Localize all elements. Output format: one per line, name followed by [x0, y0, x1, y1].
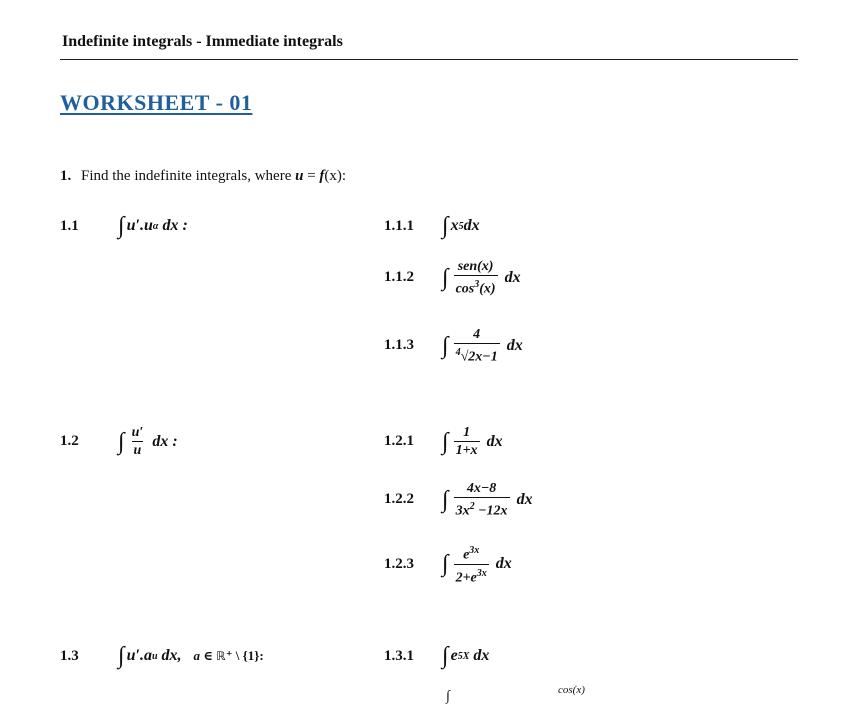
group-label: 1.2 [60, 433, 79, 449]
exercise-1-2-3 [384, 542, 512, 586]
exercise-formula [442, 214, 480, 238]
fraction [454, 480, 510, 520]
worksheet-title: WORKSHEET - 01 [60, 90, 253, 115]
exercise-label: 1.2.3 [384, 555, 414, 572]
integral-sign: ∫ [442, 332, 449, 359]
differential: dx [463, 217, 480, 234]
differential: dx : [152, 432, 178, 450]
exercise-label: 1.2.1 [384, 433, 414, 449]
header-title: Indefinite integrals - Immediate integrals [62, 33, 343, 50]
instruction-text: Find the indefinite integrals, where [81, 168, 292, 184]
exercise-label: 1.3.1 [384, 647, 414, 664]
differential: dx [495, 555, 512, 573]
numerator: u′ [131, 425, 144, 440]
exercise-label: 1.1.3 [384, 337, 414, 354]
group-1-3 [60, 644, 264, 668]
numerator [461, 542, 481, 564]
root-index: 4 [455, 347, 461, 358]
exercise-label: 1.1.2 [384, 269, 414, 286]
differential: dx : [162, 217, 188, 234]
differential: dx, [161, 647, 182, 664]
denominator: 1+x [455, 443, 478, 458]
instruction [60, 168, 346, 185]
denominator: u [133, 443, 142, 458]
integral-sign: ∫ [442, 551, 449, 578]
exercise-1-3-2-partial: cos(x) [558, 684, 585, 696]
term: u [126, 647, 136, 664]
group-label: 1.1 [60, 217, 79, 234]
exercise-1-2-1 [384, 424, 503, 459]
denominator [454, 275, 498, 298]
exercise-label: 1.2.2 [384, 491, 414, 508]
term: −12x [474, 503, 508, 519]
integral-sign: ∫ [442, 264, 449, 291]
group-formula [118, 424, 178, 459]
denominator: $^4$√2x−1 [454, 343, 500, 366]
instruction-end: : [341, 168, 347, 184]
exercise-formula [442, 424, 503, 459]
differential: dx [473, 647, 490, 664]
fraction [454, 424, 480, 459]
numerator: 1 [463, 425, 471, 440]
integral-sign: ∫ [442, 643, 449, 669]
exponent: 2 [469, 501, 475, 512]
radicand: 2x−1 [468, 349, 498, 365]
exercise-formula [442, 258, 521, 298]
group-1-1 [60, 214, 188, 238]
fraction [454, 258, 498, 298]
exercise-formula [442, 542, 512, 586]
numerator: 4x−8 [466, 481, 497, 496]
condition-var: a ∈ [193, 648, 217, 663]
fraction [454, 542, 489, 586]
integral-sign: ∫ [118, 428, 125, 455]
term: u [126, 217, 136, 234]
term: 2+e [455, 570, 477, 586]
group-label: 1.3 [60, 647, 79, 664]
differential: dx [504, 268, 521, 286]
exponent: 3x [476, 567, 487, 579]
differential: dx [486, 432, 503, 450]
instruction-number: 1. [60, 168, 72, 184]
denominator [454, 497, 510, 520]
term: u [131, 425, 140, 440]
exercise-1-1-2 [384, 258, 521, 298]
exponent: 3 [474, 279, 480, 290]
group-formula: ∫ u ′. a u dx, a ∈ ℝ⁺ \ {1}: [118, 643, 264, 669]
real-set: ℝ [216, 649, 226, 663]
condition [194, 648, 264, 664]
base: x [450, 217, 459, 234]
condition-rest: ⁺ \ {1}: [225, 648, 264, 663]
exercise-label: 1.1.1 [384, 217, 414, 234]
differential: dx [506, 336, 523, 354]
exercise-1-2-2 [384, 480, 533, 520]
denominator [454, 564, 489, 587]
term: cos [455, 281, 475, 297]
fraction [454, 326, 500, 366]
integral-sign: ∫ [118, 643, 125, 669]
exercise-formula [442, 326, 523, 366]
integral-sign: ∫ [442, 213, 449, 239]
term: 3x [455, 503, 470, 519]
exponent: 5 [458, 220, 464, 232]
integral-sign: ∫ [118, 213, 125, 239]
term: a [143, 647, 152, 664]
term: u [143, 217, 153, 234]
fraction [130, 424, 146, 459]
exercise-formula [442, 480, 533, 520]
group-1-2 [60, 424, 178, 459]
term: e [463, 547, 470, 563]
instruction-var: u [295, 168, 304, 184]
exponent: 3x [469, 545, 480, 556]
exponent: α [152, 220, 159, 232]
instruction-eq: = [303, 168, 320, 184]
integral-sign: ∫ [442, 428, 449, 455]
exercise-1-1-1 [384, 214, 480, 238]
numerator: 4 [473, 327, 481, 342]
base: e [450, 647, 458, 664]
exponent: 5X [457, 650, 470, 662]
exponent: u [151, 650, 158, 662]
header-rule [60, 59, 798, 60]
instruction-func: f [319, 168, 325, 184]
numerator: sen(x) [457, 259, 494, 274]
group-formula: ∫ u ′. u α dx : [118, 213, 188, 239]
term: (x) [479, 281, 496, 297]
exercise-1-1-3 [384, 326, 523, 366]
differential: dx [516, 490, 533, 508]
integral-sign: ∫ [442, 486, 449, 513]
exercise-1-3-1 [384, 644, 489, 668]
exercise-formula [442, 644, 489, 668]
integral-sign-partial: ∫ [446, 689, 450, 704]
instruction-arg: (x) [324, 168, 342, 184]
